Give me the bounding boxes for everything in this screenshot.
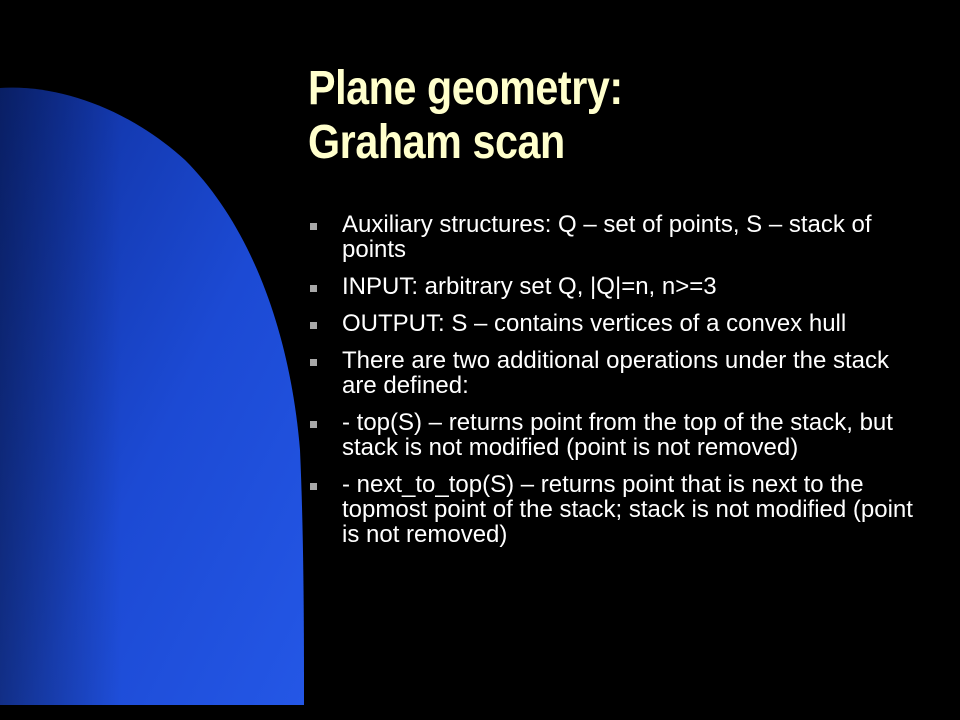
bullet-item-output bbox=[310, 311, 925, 336]
bullet-text: OUTPUT: S – contains vertices of a convex hull bbox=[342, 310, 847, 337]
bullet-text: INPUT: arbitrary set Q, |Q|=n, n>=3 bbox=[342, 273, 717, 300]
bullet-item-top bbox=[310, 410, 925, 460]
bullet-item-input bbox=[310, 274, 925, 299]
square-bullet-icon bbox=[310, 359, 317, 366]
bullet-text: Auxiliary structures: Q – set of points, S – stack of points bbox=[342, 211, 872, 263]
square-bullet-icon bbox=[310, 285, 317, 292]
title-line-1: Plane geometry: bbox=[308, 62, 623, 115]
square-bullet-icon bbox=[310, 421, 317, 428]
bullet-item-next-to-top bbox=[310, 472, 925, 547]
square-bullet-icon bbox=[310, 483, 317, 490]
title-line-2: Graham scan bbox=[308, 116, 565, 169]
slide-title bbox=[308, 62, 841, 170]
bullet-text: - next_to_top(S) – returns point that is next to the topmost point of the stack; stack is not modified (point is not removed) bbox=[342, 471, 913, 548]
square-bullet-icon bbox=[310, 223, 317, 230]
bullet-item-auxiliary-structures bbox=[310, 212, 925, 262]
bullet-text: - top(S) – returns point from the top of the stack, but stack is not modified (point is not removed) bbox=[342, 409, 893, 461]
bullet-text: There are two additional operations under the stack are defined: bbox=[342, 347, 889, 399]
square-bullet-icon bbox=[310, 322, 317, 329]
bullet-item-operations bbox=[310, 348, 925, 398]
bullet-list bbox=[310, 212, 925, 559]
